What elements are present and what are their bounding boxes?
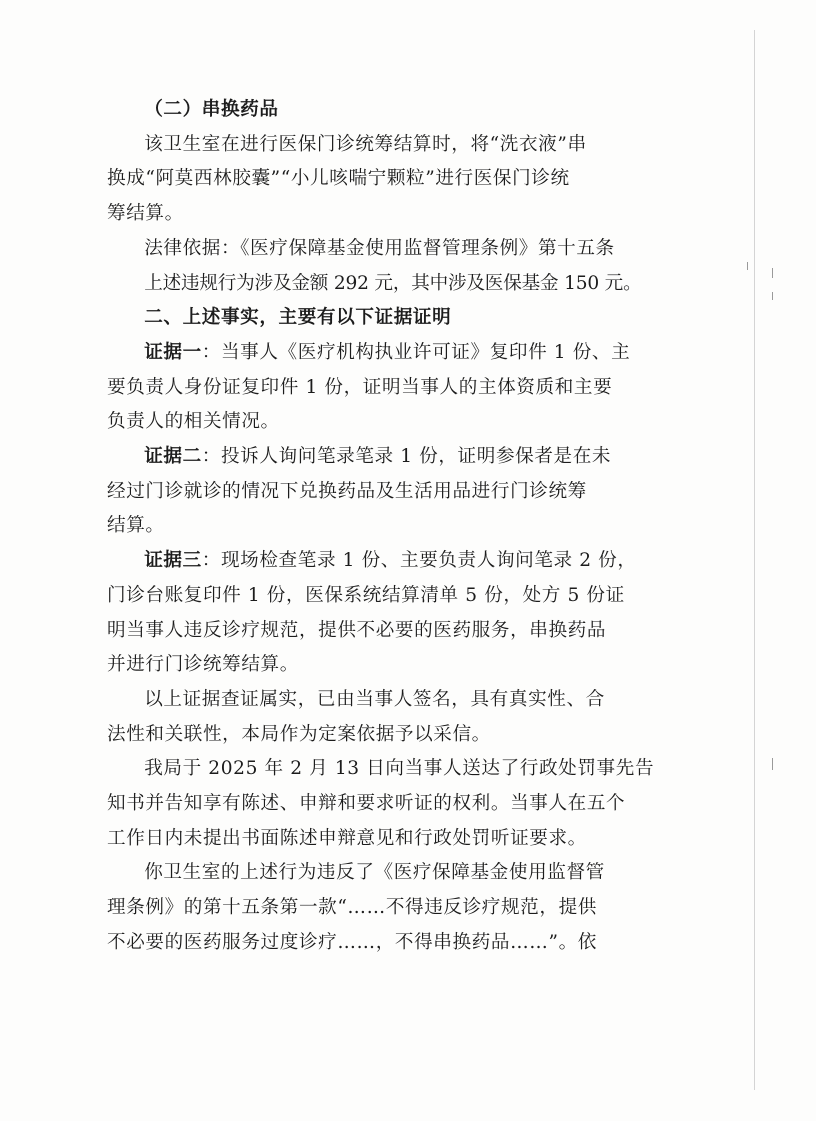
paragraph-line: 筹结算。	[107, 203, 184, 225]
paragraph-line: 换成“阿莫西林胶囊”“小儿咳喘宁颗粒”进行医保门诊统	[107, 168, 570, 190]
paragraph-line: 结算。	[107, 515, 165, 537]
paragraph-line: 以上证据查证属实，已由当事人签名，具有真实性、合	[144, 688, 605, 710]
paragraph-line: 经过门诊就诊的情况下兑换药品及生活用品进行门诊统筹	[107, 480, 587, 502]
evidence-label: 证据二	[144, 446, 202, 468]
section-heading: （二）串换药品	[144, 99, 279, 120]
paragraph-line: 法性和关联性，本局作为定案依据予以采信。	[107, 723, 491, 745]
paragraph-line: 负责人的相关情况。	[107, 411, 280, 433]
amount-line: 上述违规行为涉及金额 292 元，其中涉及医保基金 150 元。	[144, 272, 642, 294]
evidence-paragraph	[107, 336, 689, 371]
scan-mark	[772, 268, 773, 278]
paragraph-line: 明当事人违反诊疗规范，提供不必要的医药服务，串换药品	[107, 619, 607, 641]
evidence-text: ：当事人《医疗机构执业许可证》复印件 1 份、主	[201, 341, 631, 363]
evidence-label: 证据一	[144, 341, 202, 363]
evidence-label: 证据三	[144, 550, 202, 572]
evidence-paragraph	[107, 544, 689, 579]
scan-mark	[772, 758, 773, 770]
scan-mark	[747, 262, 748, 270]
legal-basis-line: 法律依据：《医疗保障基金使用监督管理条例》第十五条	[144, 237, 615, 259]
scan-edge-line	[754, 30, 755, 1090]
paragraph-line: 工作日内未提出书面陈述申辩意见和行政处罚听证要求。	[107, 827, 587, 849]
paragraph-line: 不必要的医药服务过度诊疗……，不得串换药品……”。依	[107, 931, 597, 953]
paragraph-line: 知书并告知享有陈述、申辩和要求听证的权利。当事人在五个	[107, 793, 626, 815]
section-heading: 二、上述事实，主要有以下证据证明	[144, 307, 452, 329]
evidence-text: ：现场检查笔录 1 份、主要负责人询问笔录 2 份，	[201, 550, 637, 572]
paragraph-line: 该卫生室在进行医保门诊统筹结算时，将“洗衣液”串	[144, 133, 587, 155]
document-body	[107, 93, 689, 961]
paragraph-line: 理条例》的第十五条第一款“……不得违反诊疗规范，提供	[107, 897, 597, 919]
paragraph-line: 门诊台账复印件 1 份，医保系统结算清单 5 份，处方 5 份证	[107, 584, 625, 606]
paragraph-line: 并进行门诊统筹结算。	[107, 654, 299, 676]
evidence-paragraph	[107, 440, 689, 475]
paragraph-line: 你卫生室的上述行为违反了《医疗保障基金使用监督管	[144, 862, 605, 884]
paragraph-line: 我局于 2025 年 2 月 13 日向当事人送达了行政处罚事先告	[144, 758, 655, 780]
scan-mark	[772, 292, 773, 300]
evidence-text: ：投诉人询问笔录笔录 1 份，证明参保者是在未	[201, 446, 612, 468]
paragraph-line: 要负责人身份证复印件 1 份，证明当事人的主体资质和主要	[107, 376, 613, 398]
